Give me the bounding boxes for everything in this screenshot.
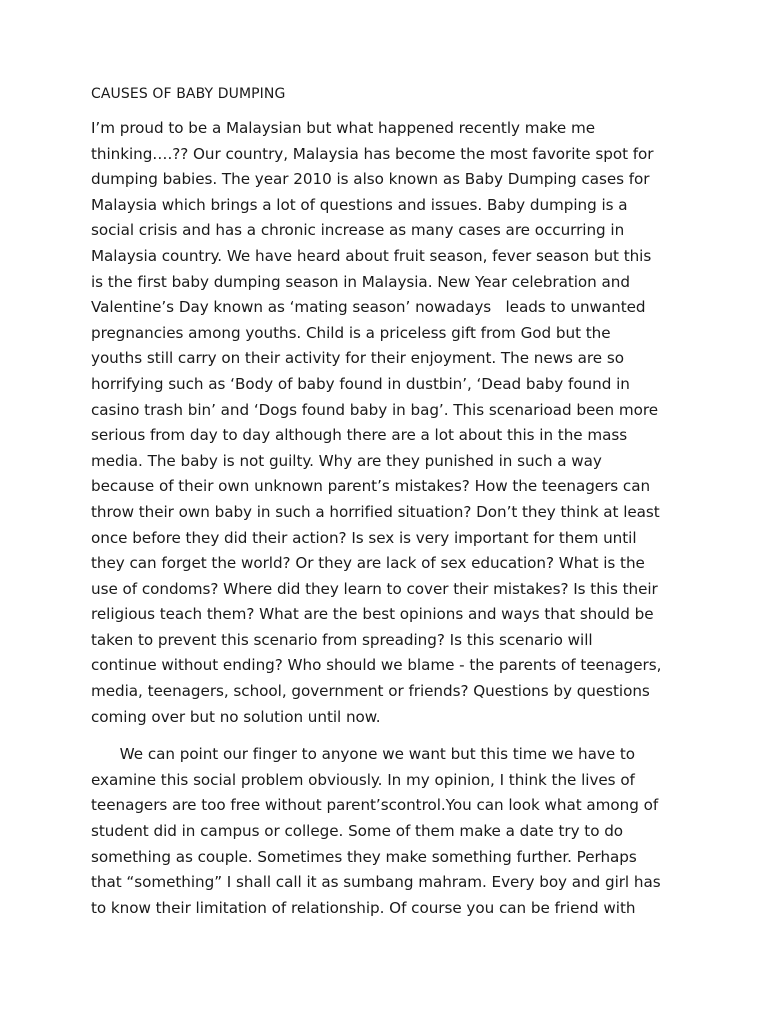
text-line: I’m proud to be a Malaysian but what happened recently make me [91,119,596,137]
text-line: to know their limitation of relationship. Of course you can be friend with [91,898,636,917]
paragraph-1 [91,116,681,730]
text-line: use of condoms? Where did they learn to cover their mistakes? Is this their [91,579,658,598]
text-line: media, teenagers, school, government or friends? Questions by questions [91,682,650,701]
text-line: social crisis and has a chronic increase as many cases are occurring in [91,221,625,240]
text-line: because of their own unknown parent’s mistakes? How the teenagers can [91,477,651,496]
text-line: throw their own baby in such a horrified situation? Don’t they think at least [91,502,660,521]
text-line: is the first baby dumping season in Malaysia. New Year celebration and [91,272,630,291]
text-line: religious teach them? What are the best opinions and ways that should be [91,605,654,624]
text-line: teenagers are too free without parent’scontrol.You can look what among of [91,796,659,815]
text-line: horrifying such as ‘Body of baby found in dustbin’, ‘Dead baby found in [91,374,630,393]
text-line: youths still carry on their activity for their enjoyment. The news are so [91,349,624,368]
text-line: something as couple. Sometimes they make something further. Perhaps [91,847,637,866]
text-line: once before they did their action? Is sex is very important for them until [91,528,637,547]
document-body [91,84,681,933]
text-line: casino trash bin’ and ‘Dogs found baby in bag’. This scenarioad been more [91,400,659,419]
text-line: examine this social problem obviously. In my opinion, I think the lives of [91,770,635,789]
text-line: student did in campus or college. Some of them make a date try to do [91,822,624,841]
text-line: Malaysia country. We have heard about fruit season, fever season but this [91,246,652,265]
paragraph-2 [91,742,681,921]
text-line: pregnancies among youths. Child is a priceless gift from God but the [91,323,611,342]
text-line: thinking….?? Our country, Malaysia has become the most favorite spot for [91,144,654,163]
text-line: taken to prevent this scenario from spreading? Is this scenario will [91,630,593,649]
text-line: We can point our finger to anyone we want but this time we have to [91,745,636,764]
text-line: coming over but no solution until now. [91,707,381,726]
text-line: dumping babies. The year 2010 is also known as Baby Dumping cases for [91,170,650,189]
text-line: they can forget the world? Or they are lack of sex education? What is the [91,554,645,573]
text-line: continue without ending? Who should we blame - the parents of teenagers, [91,656,662,675]
text-line: that “something” I shall call it as sumbang mahram. Every boy and girl has [91,873,661,892]
text-line: Valentine’s Day known as ‘mating season’ nowadays leads to unwanted [91,298,646,317]
document-title: CAUSES OF BABY DUMPING [91,86,286,102]
text-line: serious from day to day although there are a lot about this in the mass [91,426,628,445]
text-line: Malaysia which brings a lot of questions and issues. Baby dumping is a [91,195,628,214]
text-line: media. The baby is not guilty. Why are they punished in such a way [91,451,602,470]
